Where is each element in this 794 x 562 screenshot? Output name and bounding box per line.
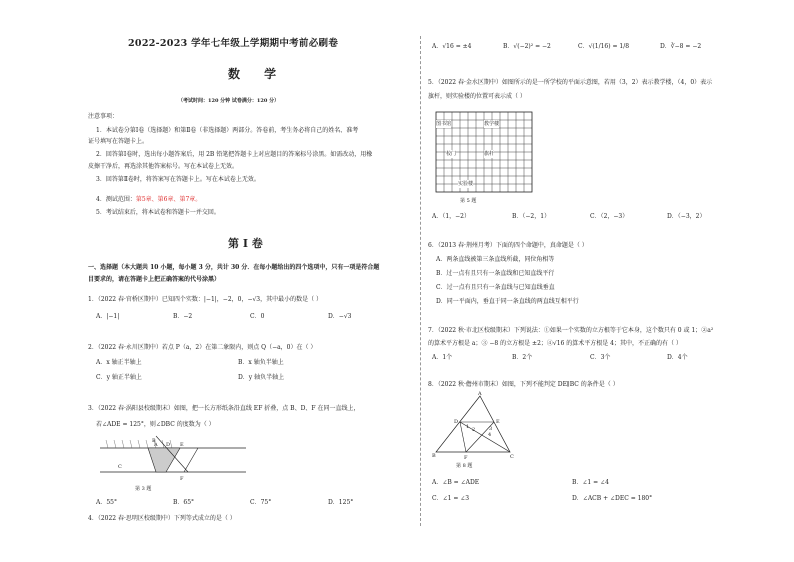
note-2b: 皮擦干净后，再选涂其他答案标号。写在本试卷上无效。 (88, 163, 239, 170)
q3-label-a: A (154, 442, 158, 448)
section-intro-b: 目要求的，请在答题卡上把正确答案的代号涂黑） (88, 276, 221, 283)
note-3: 3．回答第Ⅱ卷时，将答案写在答题卡上。写在本试卷上无效。 (96, 176, 260, 183)
q3-label-d: D (166, 442, 171, 448)
q8-angle-3: 3 (489, 426, 493, 432)
note-1b: 证号填写在答题卡上。 (88, 138, 149, 145)
q3-option-a: A．55° (96, 499, 117, 506)
q6-option-d: D．同一平面内，垂直于同一条直线的两直线互相平行 (436, 298, 579, 305)
q3-option-c: C．75° (250, 499, 272, 506)
q1-option-a: A．|−1| (96, 313, 120, 320)
q4-stem: 4．（2022 春·思明区校级期中）下列等式成立的是（ ） (88, 515, 236, 522)
q4-option-c: C．√(1/16) = 1/8 (578, 43, 630, 50)
q7-stem: 7．（2022 秋·市北区校级期末）下列说法：①如果一个实数的立方根等于它本身，这个数只有 0 或 1；②a² (428, 327, 714, 334)
note-4 (96, 196, 201, 204)
q5-cell-flagpole: 旗杆 (484, 151, 495, 157)
q2-option-a: A．x 轴正半轴上 (96, 359, 142, 366)
q7-option-a: A．1个 (432, 354, 453, 361)
note-2a: 2．回答第Ⅰ卷时，选出每小题答案后，用 2B 铅笔把答题卡上对应题目的答案标号涂黑。如需改动，用橡 (96, 151, 373, 158)
q8-caption: 第 8 题 (456, 463, 473, 469)
q3-folded-strip (148, 448, 180, 472)
q7-stem-2: 的算术平方根是 a；③ −8 的立方根是 ±2；④√16 的算术平方根是 4；其中，不正确的有（ ） (428, 340, 682, 347)
q8-angle-4: 4 (488, 432, 492, 438)
q8-option-c: C．∠1 = ∠3 (432, 495, 470, 502)
q8-option-d: D．∠ACB + ∠DEC = 180° (572, 495, 653, 502)
q8-label-c: C (510, 454, 514, 460)
q8-angle-1: 1 (466, 424, 470, 430)
column-divider (420, 36, 421, 526)
q8-label-e: E (496, 419, 500, 425)
q3-figure (96, 432, 256, 482)
q1-option-d: D．−√3 (328, 313, 352, 320)
q3-stem-2: 若∠ADE = 125°，则∠DBC 的度数为（ ） (96, 421, 215, 428)
volume-heading: 第 I 卷 (228, 237, 263, 250)
q3-stem: 3．（2022 春·涡阳县校级期末）如图，把一长方形纸条沿直线 EF 折叠，点 B、D、F 在同一直线上， (88, 405, 360, 412)
note-4-prefix: 4．测试范围： (96, 196, 136, 203)
q3-caption: 第 3 题 (135, 486, 152, 492)
q2-option-c: C．y 轴正半轴上 (96, 374, 142, 381)
q2-option-b: B．x 轴负半轴上 (238, 359, 284, 366)
q8-option-a: A．∠B = ∠ADE (432, 479, 480, 486)
q5-cell-library: 图书馆 (436, 121, 452, 127)
exam-title: 2022-2023 学年七年级上学期期中考前必刷卷 (128, 38, 339, 49)
section-intro-a: 一、选择题（本大题共 10 小题，每小题 3 分，共计 30 分．在每小题给出的四个选项中，只有一项是符合题 (88, 264, 380, 271)
note-1a: 1．本试卷分第Ⅰ卷（选择题）和第Ⅱ卷（非选择题）两部分。答卷前，考生务必将自己的姓名、准考 (96, 127, 359, 134)
q6-option-b: B．过一点有且只有一条直线和已知直线平行 (436, 270, 555, 277)
q5-caption: 第 5 题 (460, 198, 477, 204)
note-5: 5．考试结束后，将本试卷和答题卡一并交回。 (96, 209, 220, 216)
q6-option-c: C．过一点有且只有一条直线与已知直线垂直 (436, 284, 555, 291)
q5-option-b: B．（−2，1） (512, 213, 551, 220)
q7-option-c: C．3个 (590, 354, 611, 361)
q8-angle-2: 2 (472, 427, 476, 433)
exam-info: （考试时间：120 分钟 试卷满分：120 分） (178, 98, 280, 104)
q3-label-b: B (152, 438, 156, 444)
q2-option-d: D．y 轴负半轴上 (238, 374, 285, 381)
q3-label-e: E (180, 442, 184, 448)
q3-label-f: F (180, 476, 184, 482)
q7-option-b: B．2个 (512, 354, 533, 361)
q3-line-f (184, 448, 198, 472)
q8-label-a: A (478, 391, 482, 397)
q5-stem: 5．（2022 春·金水区期中）如图所示的是一所学校的平面示意图，若用（3，2）表示教学楼，（4，0）表示 (428, 79, 713, 86)
q6-stem: 6．（2013 春·荆州月考）下面的四个命题中，真命题是（ ） (428, 242, 588, 249)
q4-option-a: A．√16 = ±4 (432, 43, 472, 50)
q5-option-c: C．（2，−3） (590, 213, 629, 220)
q5-cell-gate: 校门 (446, 151, 457, 157)
q5-stem-2: 旗杆，则实验楼的位置可表示成（ ） (428, 93, 526, 100)
q5-option-a: A．（1，−2） (432, 213, 470, 220)
q5-cell-lab: 实验楼 (458, 181, 474, 187)
q3-label-c: C (118, 464, 122, 470)
q1-stem: 1．（2022 春·官桥区期中）已知四个实数：|−1|，−2，0，−√3，其中最小的数是（ ） (88, 296, 323, 303)
q5-cell-teaching: 教学楼 (484, 121, 500, 127)
notes-heading: 注意事项： (88, 113, 119, 120)
q6-option-a: A．两条直线被第三条直线所截，同位角相等 (436, 256, 555, 263)
q1-option-c: C．0 (250, 313, 265, 320)
q1-option-b: B．−2 (173, 313, 193, 320)
q8-label-f: F (464, 455, 468, 461)
note-4-range: 第5章、第6章、第7章。 (135, 196, 202, 203)
q3-option-b: B．65° (173, 499, 195, 506)
q8-label-b: B (432, 453, 436, 459)
q4-option-d: D．∛−8 = −2 (660, 43, 702, 50)
q8-figure (430, 392, 520, 462)
q8-stem: 8．（2022 秋·儋州市期末）如图，下列不能判定 DE∥BC 的条件是（ ） (428, 381, 619, 388)
q7-option-d: D．4个 (667, 354, 688, 361)
q4-option-b: B．√(−2)² = −2 (503, 43, 551, 50)
q8-option-b: B．∠1 = ∠4 (572, 479, 609, 486)
q3-option-d: D．125° (328, 499, 354, 506)
q5-option-d: D．（−3，2） (667, 213, 706, 220)
subject-title: 数 学 (228, 67, 287, 81)
q2-stem: 2．（2022 春·永川区期中）若点 P（a，2）在第二象限内，则点 Q（−a，0）在（ ） (88, 344, 317, 351)
q8-label-d: D (454, 419, 459, 425)
